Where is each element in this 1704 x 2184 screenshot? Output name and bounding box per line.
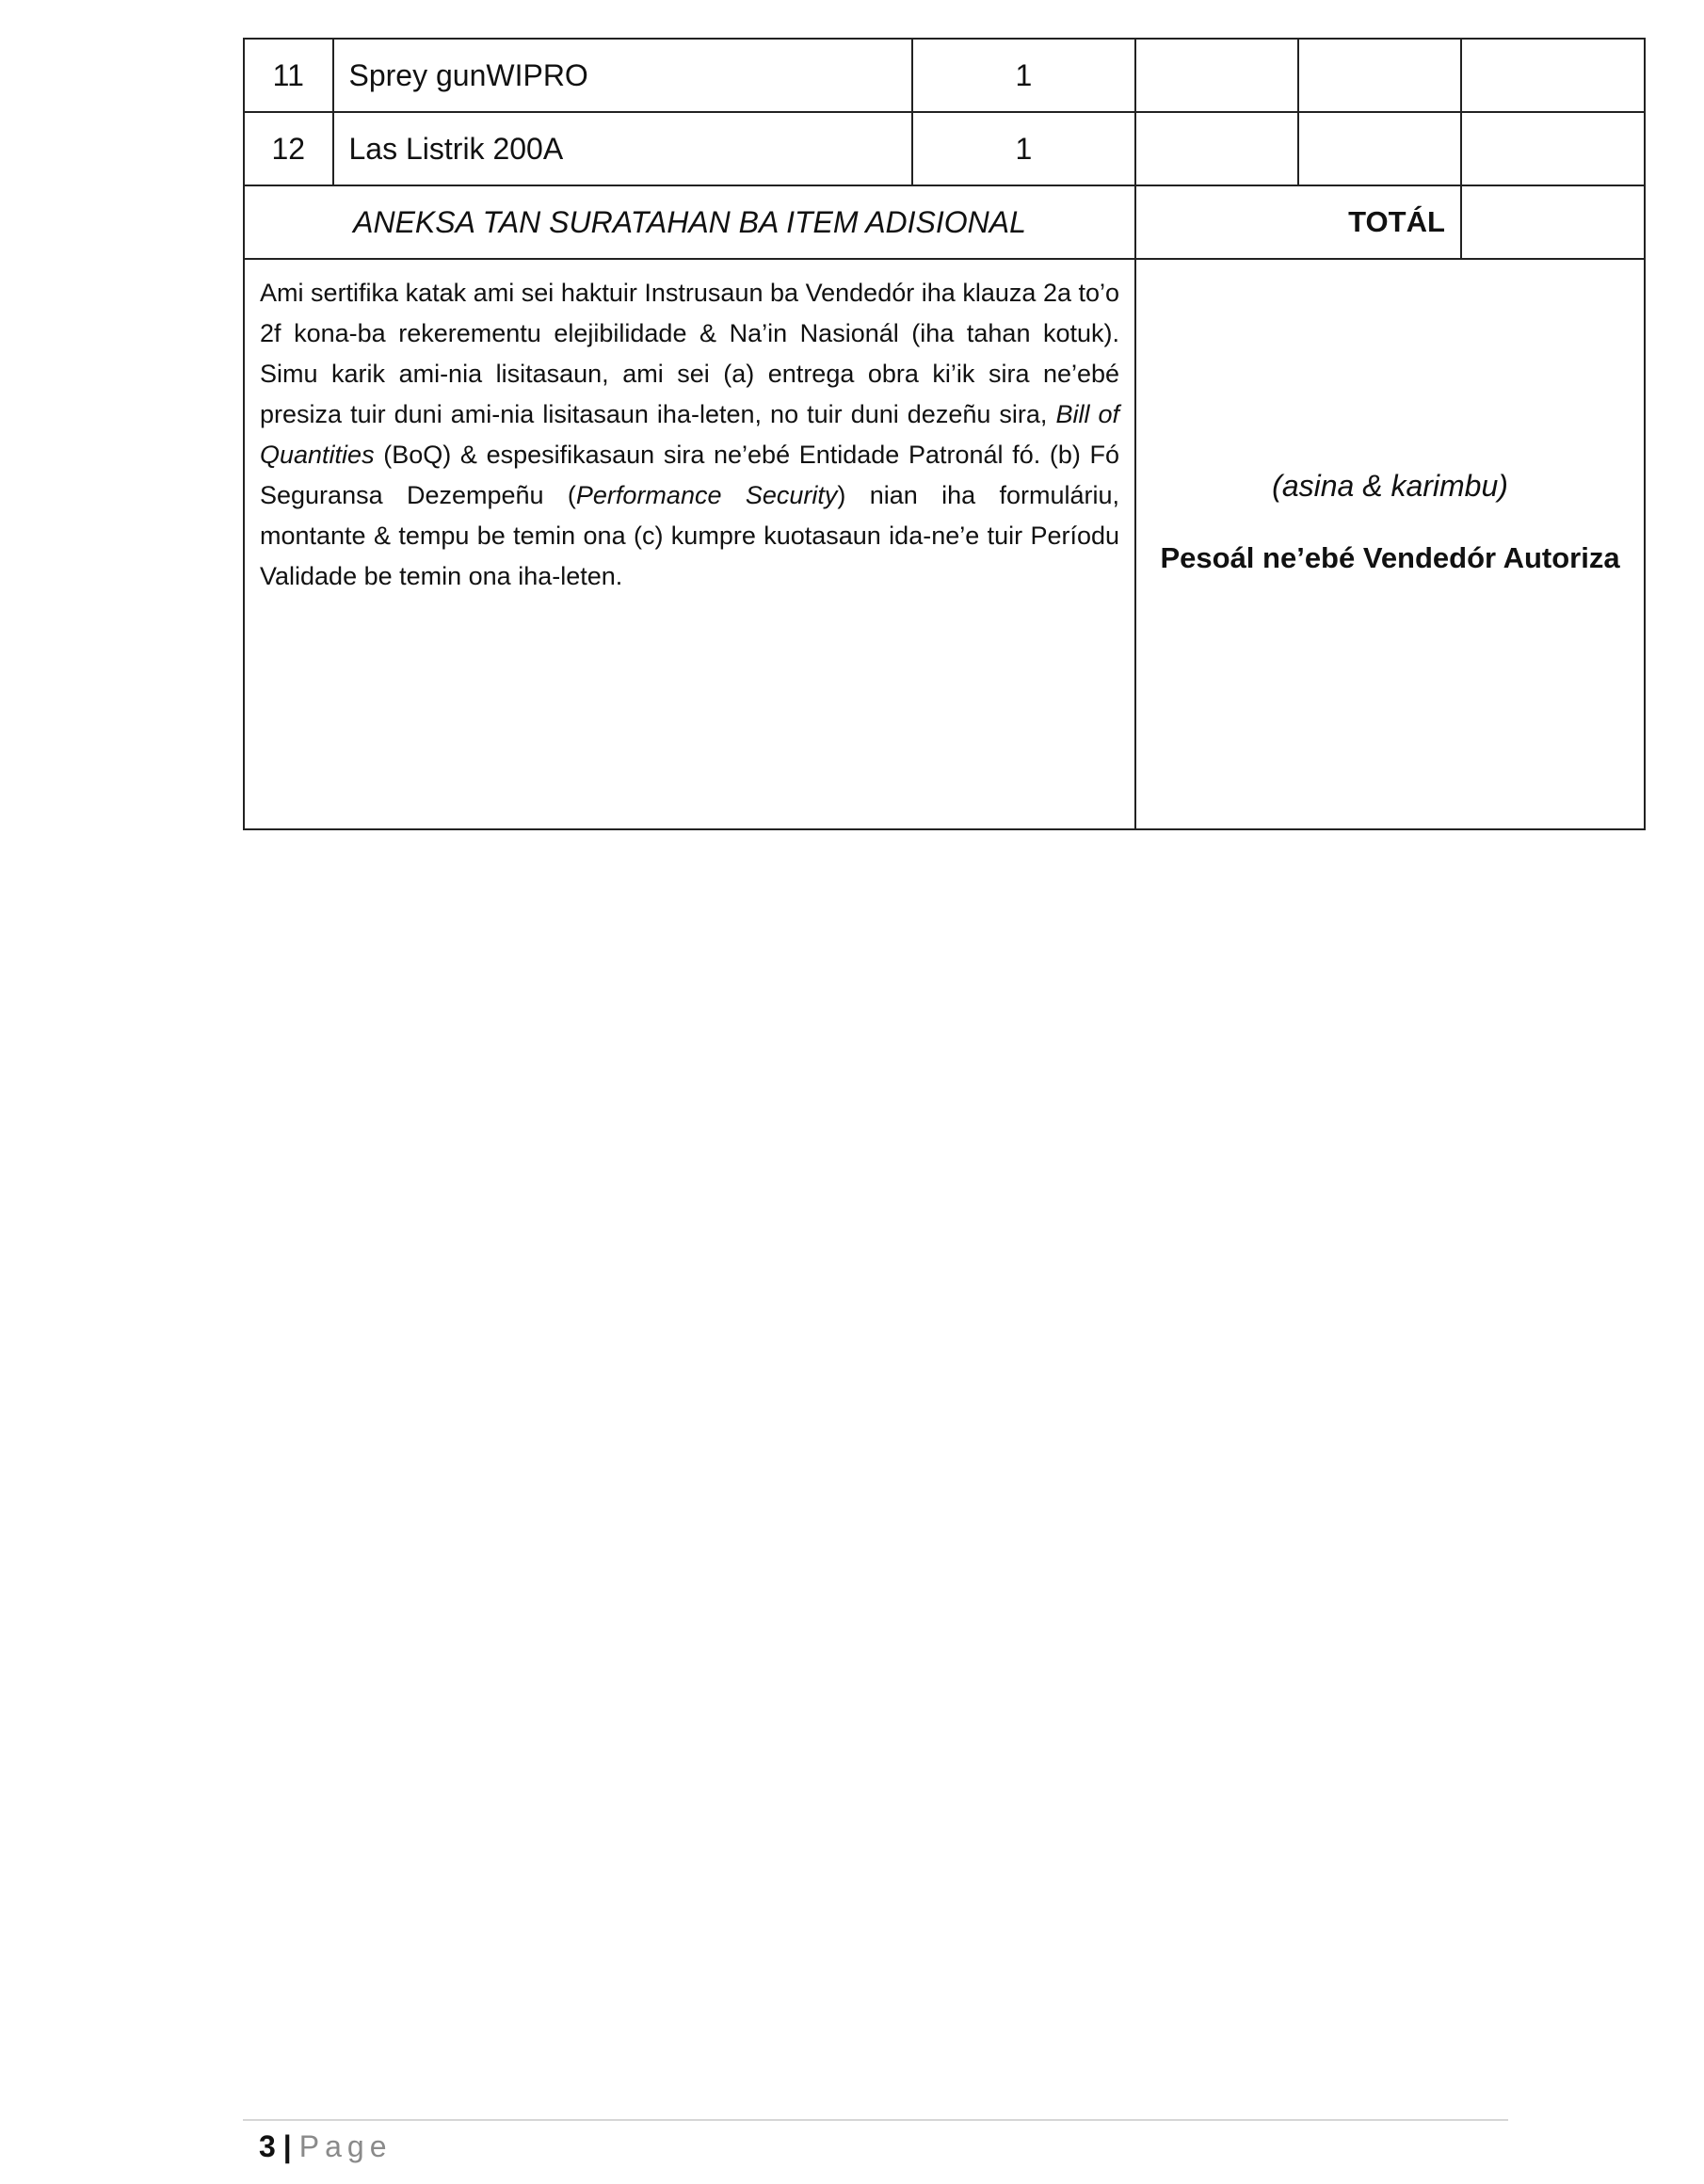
signature-role: (asina & karimbu) (1272, 469, 1508, 503)
empty-cell (1135, 112, 1298, 185)
certification-text (244, 259, 1135, 829)
item-number: 11 (244, 39, 333, 112)
item-description: Las Listrik 200A (333, 112, 912, 185)
performance-security-term: Performance Security (575, 481, 838, 509)
item-quantity: 1 (912, 39, 1135, 112)
empty-cell (1135, 39, 1298, 112)
table-row (244, 112, 1645, 185)
signature-cell (1135, 259, 1645, 829)
item-description: Sprey gunWIPRO (333, 39, 912, 112)
certification-text-part: (BoQ) & espesifikasaun sira ne’ebé Entidade Patronál fó. (b) Fó Seguransa Dezempeñu ( (260, 441, 1120, 509)
empty-cell (1298, 39, 1461, 112)
item-quantity: 1 (912, 112, 1135, 185)
page-label: Page (298, 2129, 393, 2163)
footer-separator: | (282, 2129, 292, 2163)
certification-text-part: ) nian iha formuláriu, montante & tempu be temin ona (c) kumpre kuotasaun ida-ne’e tuir Períodu Validade be temin ona iha-leten. (260, 481, 1120, 590)
page-number: 3 (259, 2129, 276, 2163)
total-value-cell (1461, 185, 1645, 259)
certification-text-part: Ami sertifika katak ami sei haktuir Instrusaun ba Vendedór iha klauza 2a to’o 2f kona-ba rekerementu elejibilidade & Na’in Nasionál (iha tahan kotuk). Simu karik ami-nia lisitasaun, ami sei (a) entrega obra ki’ik sira ne’ebé presiza tuir duni ami-nia lisitasaun iha-leten, no tuir duni dezeñu sira, (260, 279, 1120, 428)
certification-row (244, 259, 1645, 829)
items-table (243, 38, 1646, 830)
empty-cell (1298, 112, 1461, 185)
empty-cell (1461, 112, 1645, 185)
page-footer (259, 2129, 392, 2164)
table-row (244, 39, 1645, 112)
annex-label: ANEKSA TAN SURATAHAN BA ITEM ADISIONAL (244, 185, 1135, 259)
annex-row (244, 185, 1645, 259)
footer-divider (243, 2119, 1508, 2121)
total-label: TOTÁL (1135, 185, 1461, 259)
signatory-name: Pesoál ne’ebé Vendedór Autoriza (1160, 541, 1620, 574)
item-number: 12 (244, 112, 333, 185)
empty-cell (1461, 39, 1645, 112)
boq-term: Bill of Quantities (260, 400, 1120, 469)
